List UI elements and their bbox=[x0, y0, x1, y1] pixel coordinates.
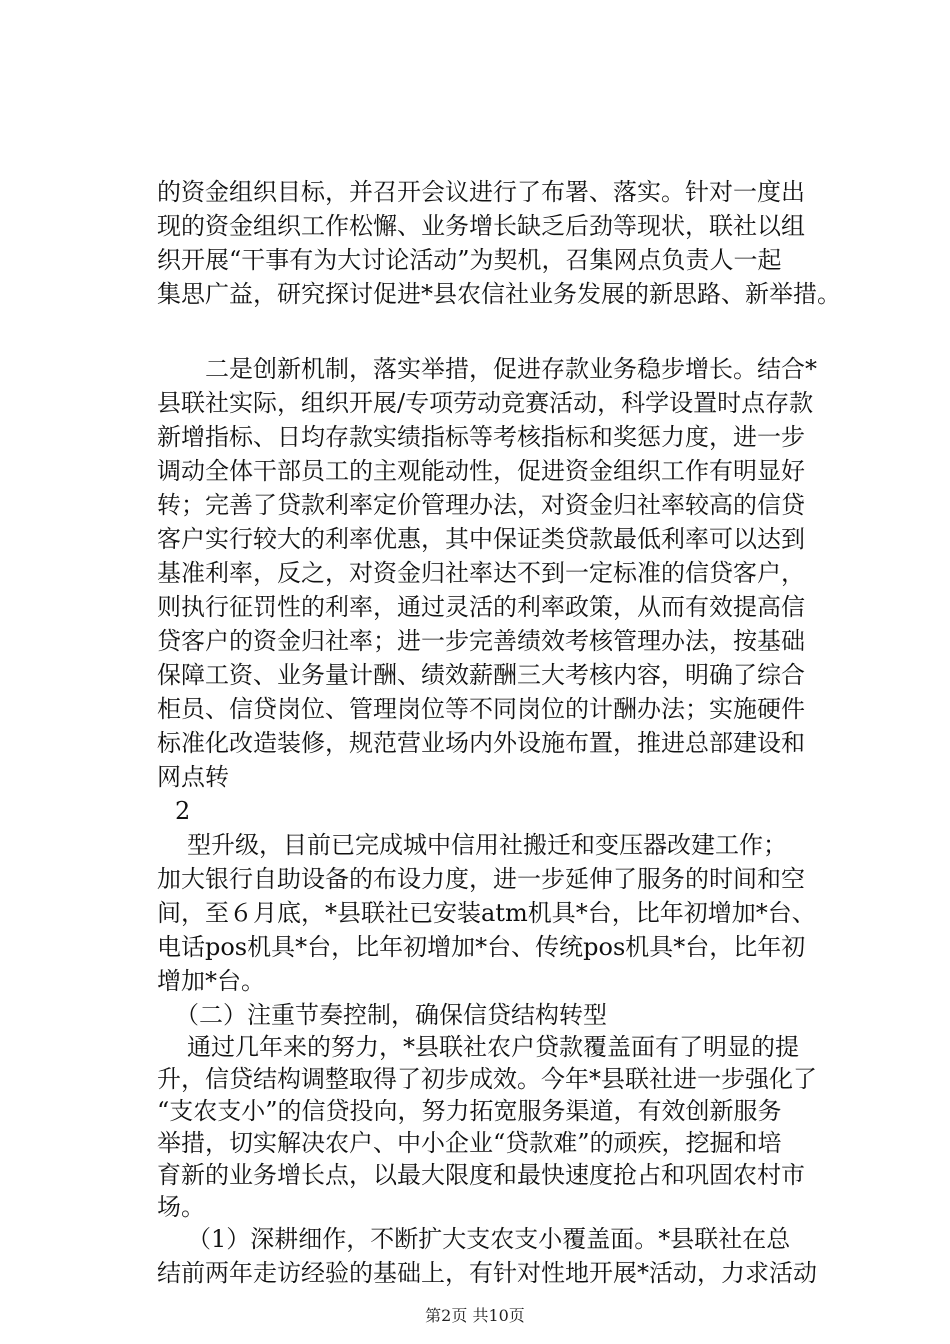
text-line: 升，信贷结构调整取得了初步成效。今年*县联社进一步强化了 bbox=[157, 1065, 817, 1093]
text-line: 通过几年来的努力，*县联社农户贷款覆盖面有了明显的提 bbox=[187, 1033, 799, 1061]
text-line: 电话pos机具*台，比年初增加*台、传统pos机具*台，比年初 bbox=[157, 933, 806, 961]
text-line: 现的资金组织工作松懈、业务增长缺乏后劲等现状，联社以组 bbox=[157, 212, 805, 240]
page-number-inline: 2 bbox=[175, 797, 191, 825]
text-line: （1）深耕细作，不断扩大支农支小覆盖面。*县联社在总 bbox=[187, 1225, 791, 1253]
text-line: “支农支小”的信贷投向，努力拓宽服务渠道，有效创新服务 bbox=[157, 1097, 782, 1125]
text-line: 增加*台。 bbox=[157, 967, 265, 995]
text-line: 二是创新机制，落实举措，促进存款业务稳步增长。结合* bbox=[205, 355, 817, 383]
section-heading: （二）注重节奏控制，确保信贷结构转型 bbox=[175, 1001, 607, 1029]
text-line: 则执行征罚性的利率，通过灵活的利率政策，从而有效提高信 bbox=[157, 593, 805, 621]
text-line: 基准利率，反之，对资金归社率达不到一定标准的信贷客户， bbox=[157, 559, 805, 587]
text-line: 调动全体干部员工的主观能动性，促进资金组织工作有明显好 bbox=[157, 457, 805, 485]
text-line: 保障工资、业务量计酬、绩效薪酬三大考核内容，明确了综合 bbox=[157, 661, 805, 689]
text-line: 客户实行较大的利率优惠，其中保证类贷款最低利率可以达到 bbox=[157, 525, 805, 553]
text-line: 织开展“干事有为大讨论活动”为契机，召集网点负责人一起 bbox=[157, 246, 782, 274]
text-line: 县联社实际，组织开展/专项劳动竞赛活动，科学设置时点存款 bbox=[157, 389, 814, 417]
text-line: 结前两年走访经验的基础上，有针对性地开展*活动，力求活动 bbox=[157, 1259, 817, 1287]
text-line: 场。 bbox=[157, 1193, 205, 1221]
text-line: 标准化改造装修，规范营业场内外设施布置，推进总部建设和 bbox=[157, 729, 805, 757]
text-line: 育新的业务增长点，以最大限度和最快速度抢占和巩固农村市 bbox=[157, 1161, 805, 1189]
text-line: 新增指标、日均存款实绩指标等考核指标和奖惩力度，进一步 bbox=[157, 423, 805, 451]
text-line: 型升级，目前已完成城中信用社搬迁和变压器改建工作； bbox=[187, 831, 787, 859]
page-footer: 第2页 共10页 bbox=[425, 1306, 525, 1325]
text-line: 贷客户的资金归社率；进一步完善绩效考核管理办法，按基础 bbox=[157, 627, 805, 655]
text-line: 转；完善了贷款利率定价管理办法，对资金归社率较高的信贷 bbox=[157, 491, 805, 519]
text-line: 网点转 bbox=[157, 763, 229, 791]
text-line: 柜员、信贷岗位、管理岗位等不同岗位的计酬办法；实施硬件 bbox=[157, 695, 805, 723]
text-line: 举措，切实解决农户、中小企业“贷款难”的顽疾，挖掘和培 bbox=[157, 1129, 782, 1157]
text-line: 间，至６月底，*县联社已安装atm机具*台，比年初增加*台、 bbox=[157, 899, 816, 927]
text-line: 集思广益，研究探讨促进*县农信社业务发展的新思路、新举措。 bbox=[157, 280, 841, 308]
text-line: 加大银行自助设备的布设力度，进一步延伸了服务的时间和空 bbox=[157, 865, 805, 893]
text-line: 的资金组织目标，并召开会议进行了布署、落实。针对一度出 bbox=[157, 178, 805, 206]
